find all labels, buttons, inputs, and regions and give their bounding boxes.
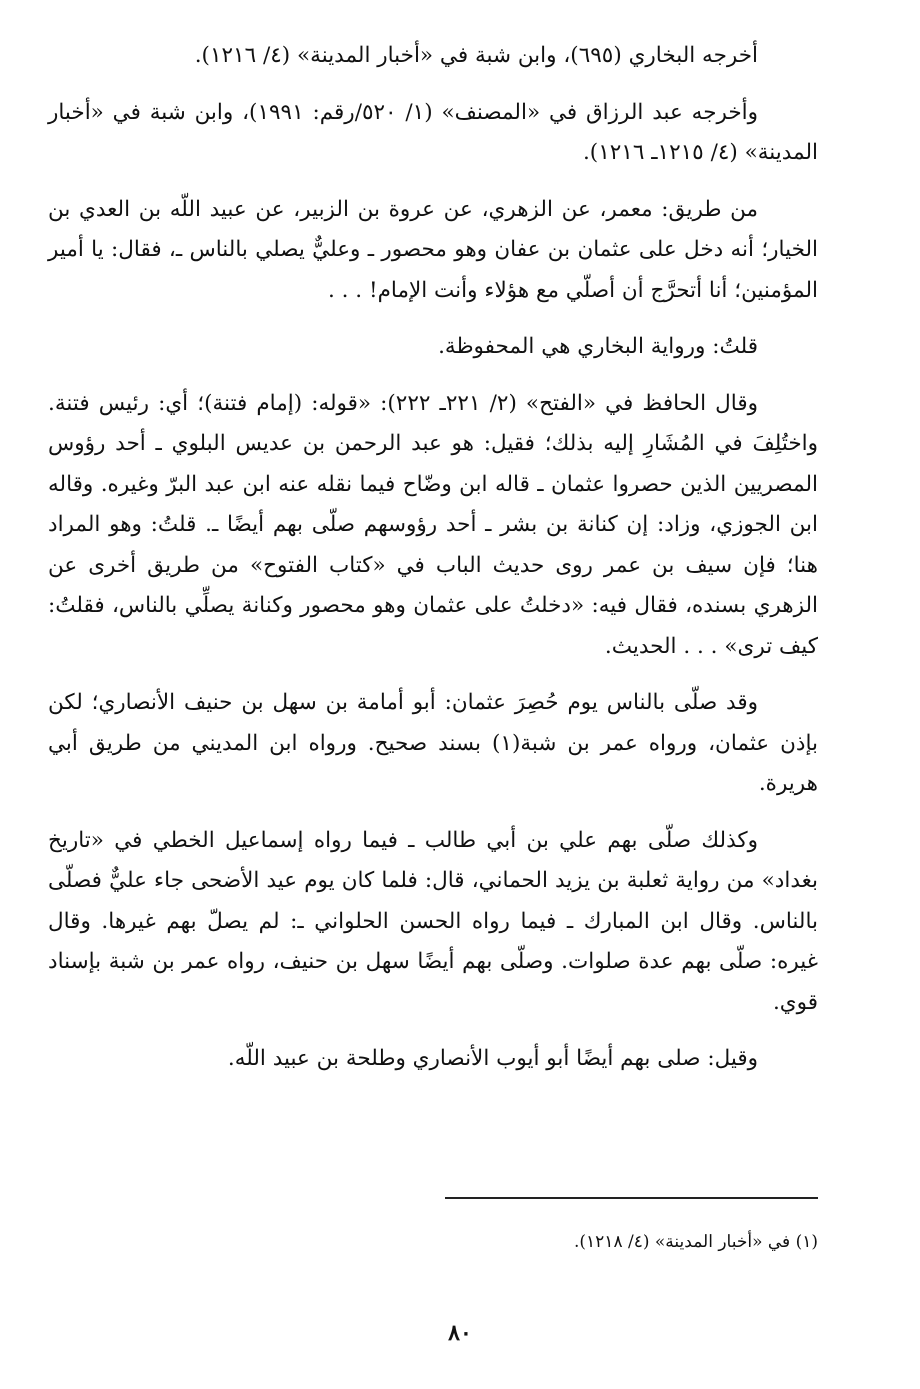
paragraph-2: وأخرجه عبد الرزاق في «المصنف» (١/ ٥٢٠/رقم: ١٩٩١)، وابن شبة في «أخبار المدينة» (٤/ ١٢١٥ـ ١٢١٦). <box>48 99 818 165</box>
paragraph-3: من طريق: معمر، عن الزهري، عن عروة بن الزبير، عن عبيد اللّه بن العدي بن الخيار؛ أنه دخل على عثمان بن عفان وهو محصور ـ وعليٌّ يصلي بالناس ـ، فقال: يا أمير المؤمنين؛ أنا أتحرَّج أن أصلّي مع هؤلاء وأنت الإمام! . . . <box>48 196 818 303</box>
paragraph-5: وقال الحافظ في «الفتح» (٢/ ٢٢١ـ ٢٢٢): «قوله: (إمام فتنة)؛ أي: رئيس فتنة. واختُلِفَ في المُشَارِ إليه بذلك؛ فقيل: هو عبد الرحمن بن عديس البلوي ـ أحد رؤوس المصريين الذين حصروا عثمان ـ قاله ابن وضّاح فيما نقله عنه ابن عبد البرّ وغيره. وقاله ابن الجوزي، وزاد: إن كنانة بن بشر ـ أحد رؤوسهم صلّى بهم أيضًا ـ. قلتُ: وهو المراد هنا؛ فإن سيف بن عمر روى حديث الباب في «كتاب الفتوح» من طريق أخرى عن الزهري بسنده، فقال فيه: «دخلتُ على عثمان وهو محصور وكنانة يصلِّي بالناس، فقلتُ: كيف ترى» . . . الحديث. <box>48 390 818 659</box>
footnote-divider <box>445 1197 818 1199</box>
paragraph-7: وكذلك صلّى بهم علي بن أبي طالب ـ فيما رواه إسماعيل الخطي في «تاريخ بغداد» من رواية ثعلبة بن يزيد الحماني، قال: فلما كان يوم عيد الأضحى جاء عليٌّ فصلّى بالناس. وقال ابن المبارك ـ فيما رواه الحسن الحلواني ـ: لم يصلّ بهم غيرها. وقال غيره: صلّى بهم عدة صلوات. وصلّى بهم أيضًا سهل بن حنيف، رواه عمر بن شبة بإسناد قوي. <box>48 827 818 1015</box>
page-number: ٨٠ <box>448 1320 472 1346</box>
paragraph-4: قلتُ: ورواية البخاري هي المحفوظة. <box>438 334 758 359</box>
paragraph-8: وقيل: صلى بهم أيضًا أبو أيوب الأنصاري وطلحة بن عبيد اللّه. <box>227 1046 758 1071</box>
page-body <box>48 36 818 1366</box>
footnote: (١) في «أخبار المدينة» (٤/ ١٢١٨). <box>574 1232 818 1252</box>
paragraph-1: أخرجه البخاري (٦٩٥)، وابن شبة في «أخبار المدينة» (٤/ ١٢١٦). <box>194 43 758 68</box>
paragraph-6: وقد صلّى بالناس يوم حُصِرَ عثمان: أبو أمامة بن سهل بن حنيف الأنصاري؛ لكن بإذن عثمان، ورواه عمر بن شبة(١) بسند صحيح. ورواه ابن المديني من طريق أبي هريرة. <box>48 690 819 796</box>
